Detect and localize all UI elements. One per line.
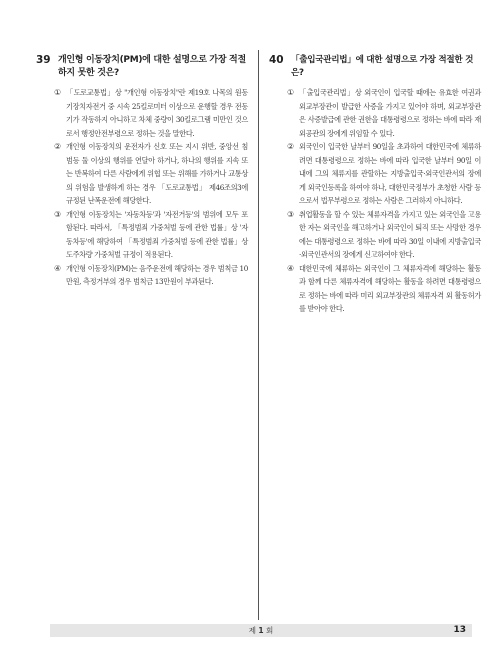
question-text: 「출입국관리법」에 대한 설명으로 가장 적절한 것은? (291, 55, 474, 78)
option-1[interactable] (287, 86, 481, 140)
option-text: 취업활동을 할 수 있는 체류자격을 가지고 있는 외국인을 고용한 자는 외국인을 해고하거나 외국인이 퇴직 또는 사망한 경우에는 대통령령으로 정하는 바에 따라 30일 이내에 지방출입국·외국인관서의 장에게 신고하여야 한다. (299, 209, 481, 259)
option-marker: ③ (54, 209, 62, 219)
option-marker: ① (54, 88, 62, 97)
option-3[interactable] (54, 208, 248, 262)
question-header (36, 54, 248, 80)
option-list (269, 86, 481, 316)
question-header (269, 54, 481, 80)
question-number: 40 (269, 54, 284, 66)
question-number: 39 (36, 54, 51, 66)
round-suffix: 회 (266, 626, 274, 635)
round-number: 1 (258, 626, 264, 635)
option-2[interactable] (54, 140, 248, 208)
option-text: 대한민국에 체류하는 외국인이 그 체류자격에 해당하는 활동과 함께 다른 체류자격에 해당하는 활동을 하려면 대통령령으로 정하는 바에 따라 미리 외교부장관의 체류자격 외 활동허가를 받아야 한다. (299, 263, 481, 313)
option-text: 외국인이 입국한 날부터 90일을 초과하여 대한민국에 체류하려면 대통령령으로 정하는 바에 따라 입국한 날부터 90일 이내에 그의 체류지를 관할하는 지방출입국·외국인관서의 장에게 외국인등록을 하여야 하나, 대한민국정부가 초청한 사람 등으로서 법무부령으로 정하는 사람은 그러하지 아니하다. (299, 142, 481, 205)
option-marker: ② (54, 142, 62, 151)
question-40 (269, 54, 481, 316)
option-1[interactable] (54, 86, 248, 140)
exam-round-label (50, 624, 472, 637)
question-39 (36, 54, 248, 289)
round-prefix: 제 (248, 626, 256, 635)
option-3[interactable] (287, 208, 481, 262)
option-marker: ② (287, 142, 295, 151)
option-4[interactable] (287, 262, 481, 316)
option-4[interactable] (54, 262, 248, 289)
option-marker: ④ (54, 263, 62, 273)
option-marker: ① (287, 88, 295, 97)
option-text: 개인형 이동장치는 '자동차등'과 '자전거등'의 범위에 모두 포함된다. 따라서, 「특정범죄 가중처벌 등에 관한 법률」상 '자동차등'에 해당하여 「특정범죄 가중처벌 등에 관한 법률」상 도주차량 가중처벌 규정이 적용된다. (66, 209, 248, 259)
option-marker: ③ (287, 209, 295, 219)
option-text: 「출입국관리법」상 외국인이 입국할 때에는 유효한 여권과 외교부장관이 발급한 사증을 가지고 있어야 하며, 외교부장관은 사증발급에 관한 권한을 대통령령으로 정하는 바에 따라 재외공관의 장에게 위임할 수 있다. (299, 88, 481, 138)
option-text: 개인형 이동장치의 운전자가 신호 또는 지시 위반, 중앙선 침범등 둘 이상의 행위를 연달아 하거나, 하나의 행위를 지속 또는 반복하여 다른 사람에게 위협 또는 위해를 가하거나 교통상의 위험을 발생하게 하는 경우 「도로교통법」 제46조의3에 규정된 난폭운전에 해당한다. (66, 142, 248, 205)
option-2[interactable] (287, 140, 481, 208)
option-text: 「도로교통법」상 "개인형 이동장치"란 제19호 나목의 원동기장치자전거 중 시속 25킬로미터 이상으로 운행할 경우 전동기가 작동하지 아니하고 차체 중량이 30킬로그램 미만인 것으로서 행정안전부령으로 정하는 것을 말한다. (66, 88, 248, 138)
option-list (36, 86, 248, 289)
column-divider (258, 50, 259, 620)
option-marker: ④ (287, 263, 295, 273)
question-text: 개인형 이동장치(PM)에 대한 설명으로 가장 적절하지 못한 것은? (58, 55, 246, 78)
page-number: 13 (453, 625, 466, 635)
option-text: 개인형 이동장치(PM)는 음주운전에 해당하는 경우 범칙금 10만원, 측정거부의 경우 범칙금 13만원이 부과된다. (66, 263, 248, 286)
page-footer (50, 624, 472, 637)
